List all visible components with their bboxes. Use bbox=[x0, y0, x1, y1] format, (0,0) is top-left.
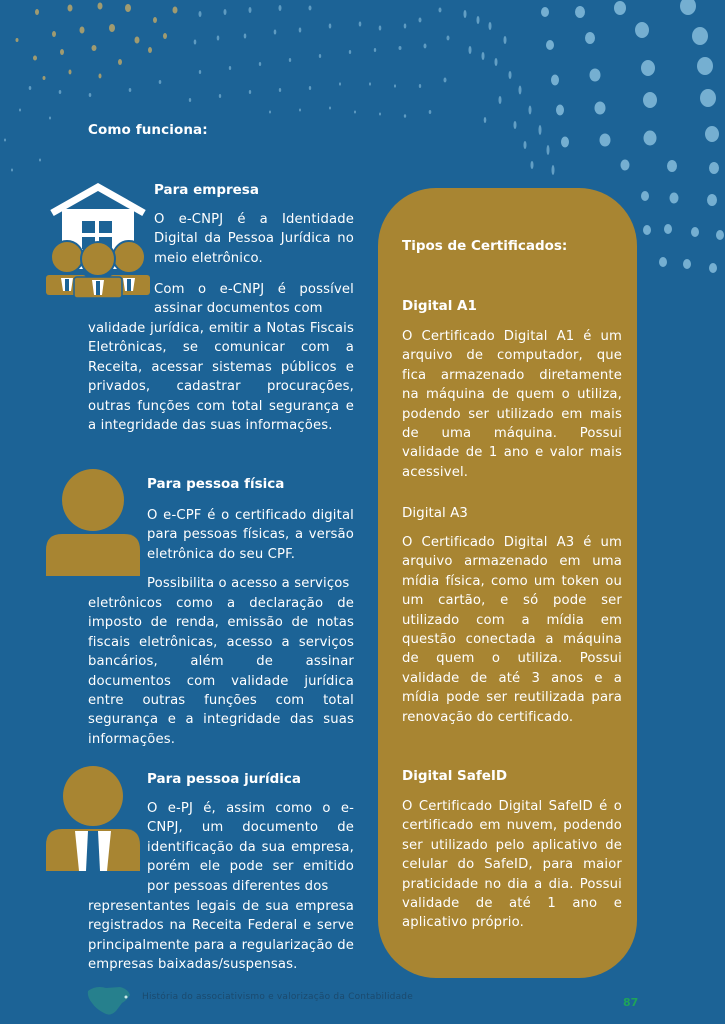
item-title-pessoa-fisica: Para pessoa física bbox=[147, 476, 285, 492]
item-body-empresa: validade jurídica, emitir a Notas Fiscais Eletrônicas, se comunicar com a Receita, acessar sistemas públicos e privados, cadastrar procurações, outras funções com total segurança e a integridade das suas informações. bbox=[88, 321, 354, 434]
item-body-indented-pessoa-fisica: Possibilita o acesso a serviços bbox=[147, 576, 350, 591]
item-title-empresa: Para empresa bbox=[154, 182, 259, 198]
certificate-name-a1: Digital A1 bbox=[402, 298, 477, 314]
item-intro-pessoa-juridica: O e-PJ é, assim como o e-CNPJ, um documento de identificação da sua empresa, porém ele pode ser emitido por pessoas diferentes dos bbox=[147, 801, 354, 894]
item-body-indented-empresa: Com o e-CNPJ é possível assinar documentos com bbox=[154, 282, 354, 317]
certificate-name-a3: Digital A3 bbox=[402, 505, 468, 521]
card-heading: Tipos de Certificados: bbox=[402, 238, 568, 254]
certificate-description-a1: O Certificado Digital A1 é um arquivo de computador, que fica armazenado diretamente na máquina de quem o utiliza, podendo ser utilizado em mais de uma máquina. Possui validade de 1 ano e valor mais acessivel. bbox=[402, 329, 622, 480]
certificate-name-safeid: Digital SafeID bbox=[402, 768, 508, 784]
page-number: 87 bbox=[623, 996, 639, 1009]
item-intro-empresa: O e-CNPJ é a Identidade Digital da Pessoa Jurídica no meio eletrônico. bbox=[154, 212, 354, 266]
item-intro-pessoa-fisica: O e-CPF é o certificado digital para pessoas físicas, a versão eletrônica do seu CPF. bbox=[147, 508, 354, 562]
company-people-icon bbox=[46, 183, 150, 298]
business-person-icon bbox=[46, 765, 140, 873]
item-body-pessoa-fisica: eletrônicos como a declaração de imposto de renda, emissão de notas fiscais eletrônicas, acesso a serviços bancários, além de assinar documentos com validade jurídica entre outras funções com total segurança e a integridade das suas informações. bbox=[88, 596, 354, 747]
state-map-logo-icon bbox=[86, 983, 134, 1019]
certificate-description-safeid: O Certificado Digital SafeID é o certificado em nuvem, podendo ser utilizado pelo aplicativo de celular do SafeID, para maior praticidade no dia a dia. Possui validade de até 1 ano e aplicativo próprio. bbox=[402, 799, 622, 931]
person-icon bbox=[46, 468, 140, 578]
item-title-pessoa-juridica: Para pessoa jurídica bbox=[147, 771, 302, 787]
certificate-description-a3: O Certificado Digital A3 é um arquivo armazenado em uma mídia física, como um token ou um cartão, e só pode ser utilizado com a mídia em questão conectada a máquina de quem o utiliza. Possui validade de até 3 anos e a mídia pode ser reutilizada para renovação do certificado. bbox=[402, 535, 622, 725]
section-title: Como funciona: bbox=[88, 122, 208, 138]
footer-text: História do associativismo e valorização da Contabilidade bbox=[142, 992, 413, 1002]
item-body-pessoa-juridica: representantes legais de sua empresa registrados na Receita Federal e serve principalmente para a regularização de empresas baixadas/suspensas. bbox=[88, 899, 354, 973]
